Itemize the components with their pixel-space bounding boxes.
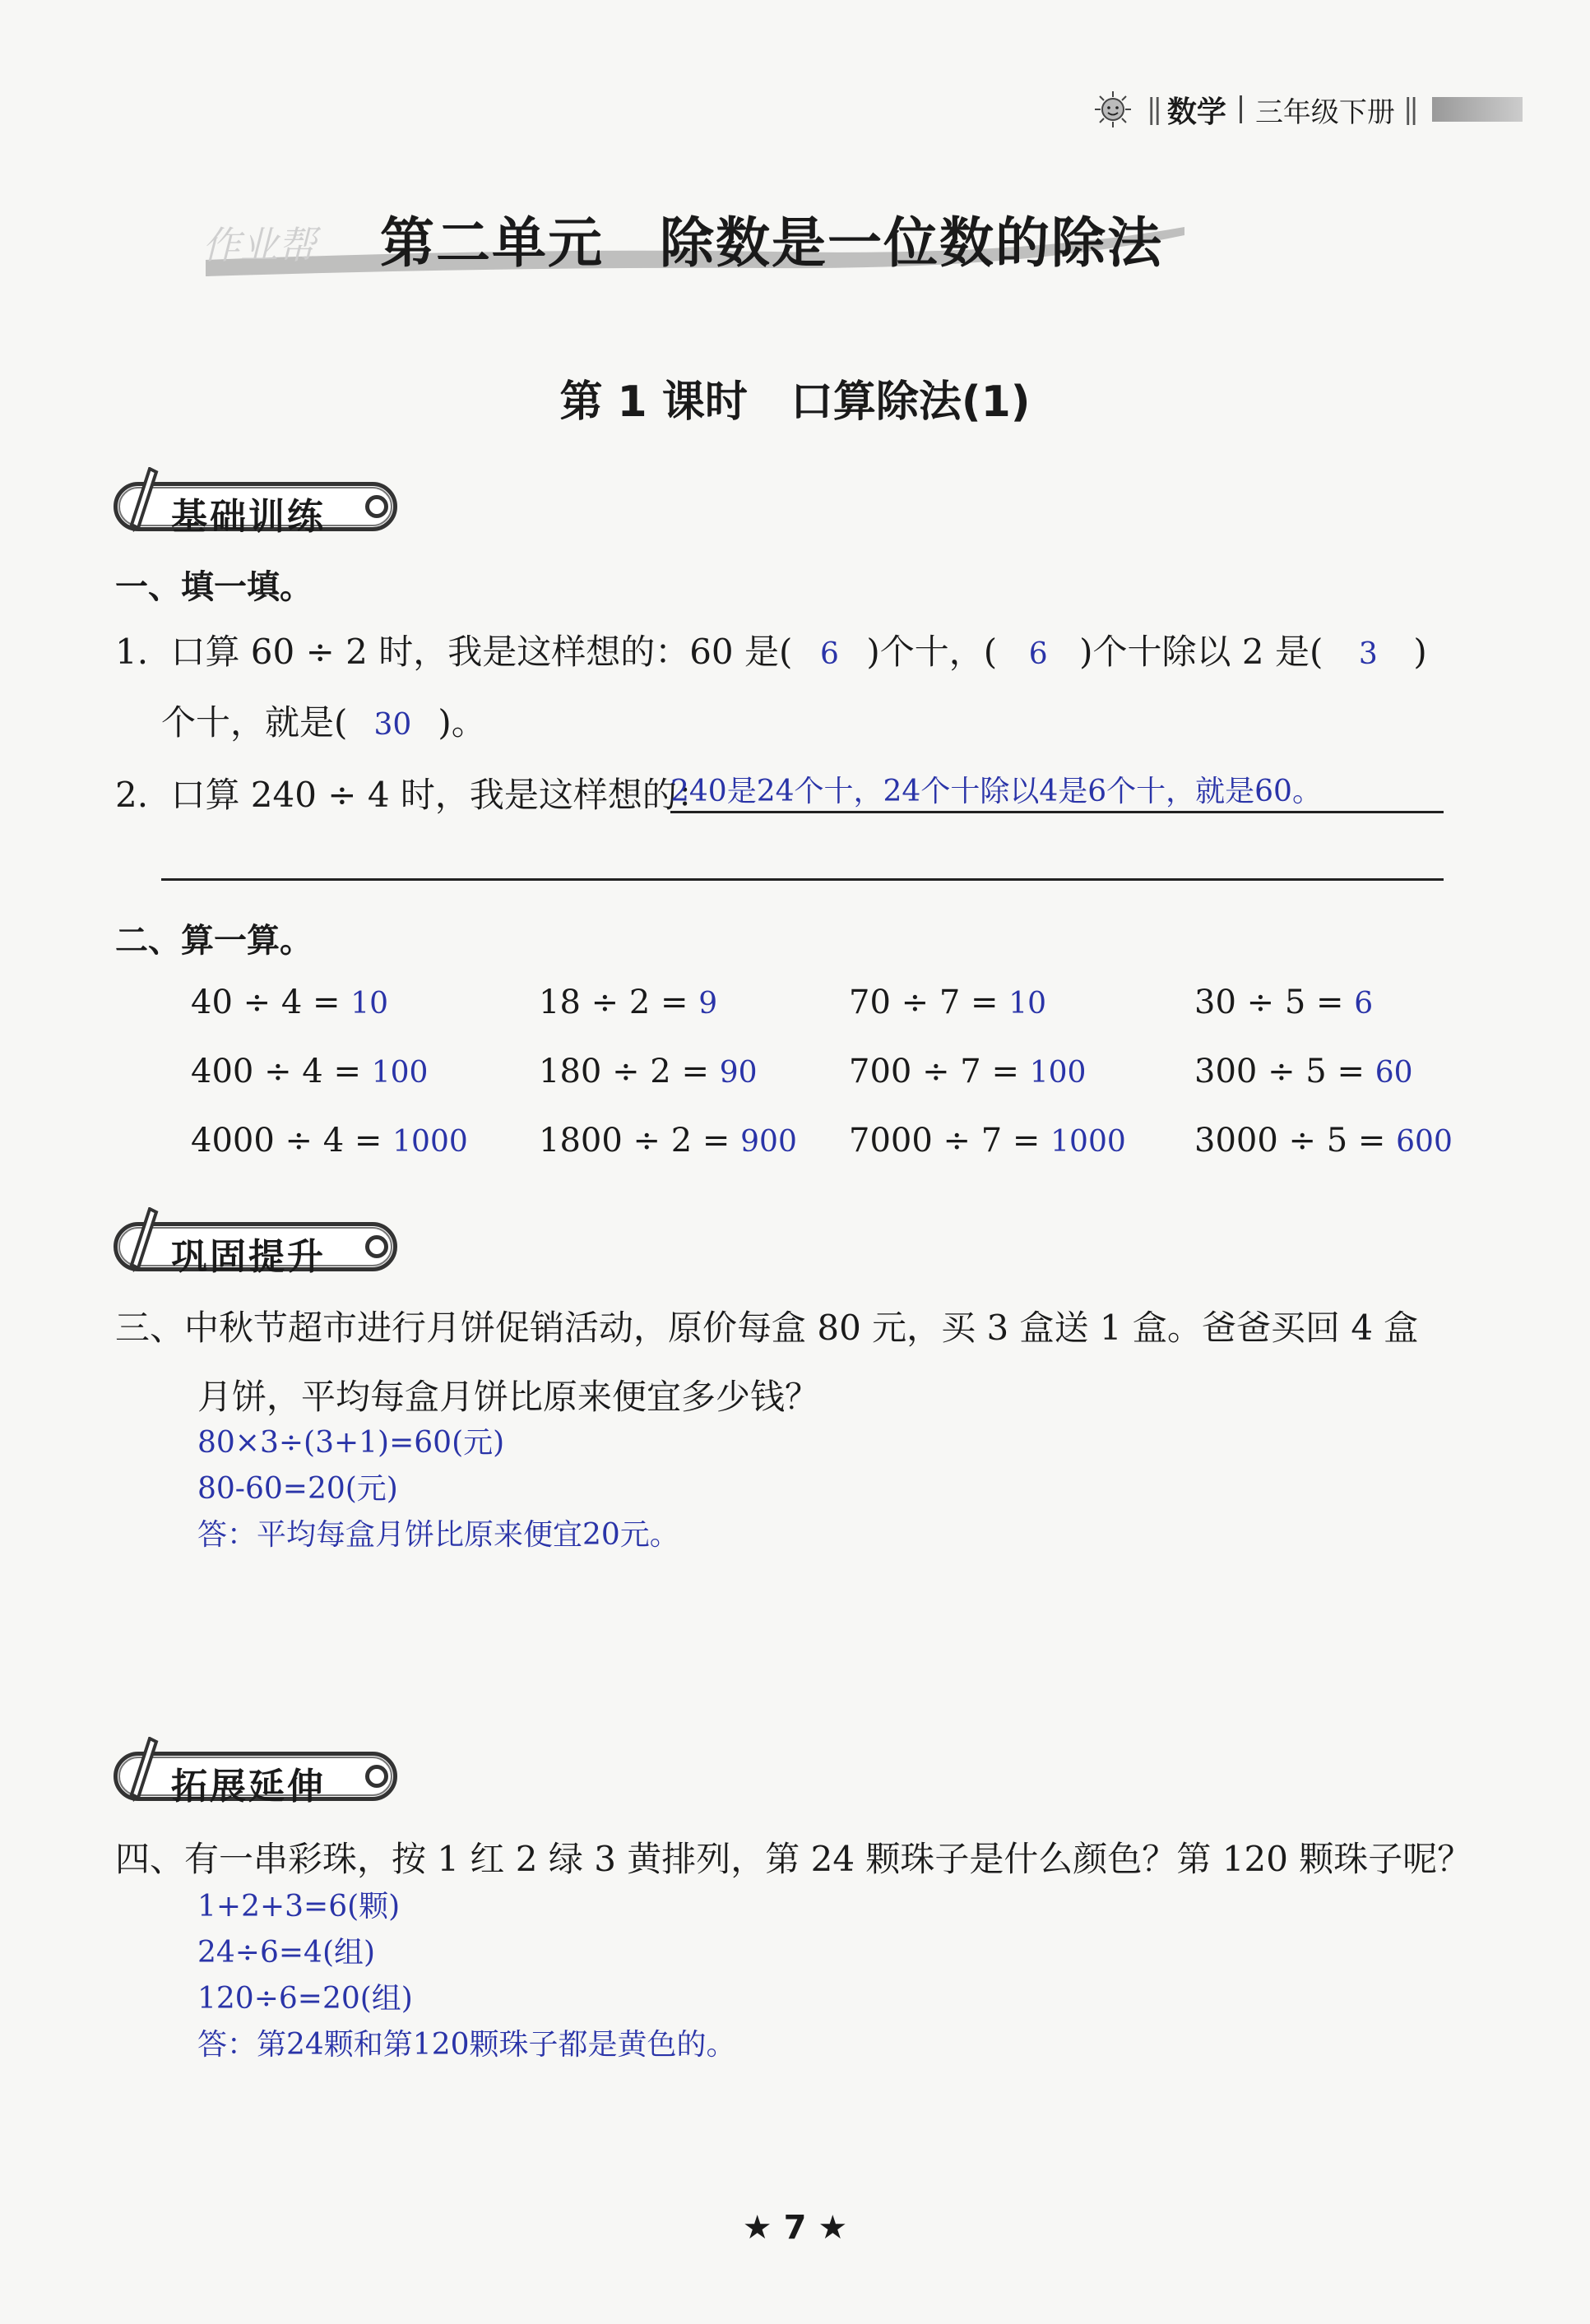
header-subject: 数学 <box>1166 95 1226 129</box>
work-line: 80×3÷(3+1)=60(元) <box>197 1426 505 1460</box>
header-separator <box>1240 95 1242 123</box>
section-label: 基础训练 <box>171 496 326 538</box>
question-heading: 二、算一算。 <box>115 922 313 960</box>
question-3: 三、中秋节超市进行月饼促销活动，原价每盒 80 元，买 3 盒送 1 盒。爸爸买回 4 盒 <box>115 1308 1419 1348</box>
answer-blank: 30 <box>373 708 412 742</box>
divider-bars: || <box>1147 93 1159 126</box>
header-gradient-bar <box>1432 97 1523 122</box>
work-line: 80-60=20(元) <box>197 1472 398 1506</box>
section-tag-consolidate <box>107 1207 403 1281</box>
ring-icon <box>365 1765 388 1788</box>
calc-item: 180 ÷ 2 = 90 <box>539 1053 758 1090</box>
page-number: ★ 7 ★ <box>742 2209 848 2247</box>
section-label: 拓展延伸 <box>171 1766 326 1808</box>
answer-line-2 <box>161 837 1444 881</box>
calc-item: 7000 ÷ 7 = 1000 <box>849 1122 1126 1160</box>
lesson-title: 第 1 课时 口算除法(1) <box>559 377 1031 427</box>
calc-item: 400 ÷ 4 = 100 <box>191 1053 429 1090</box>
question-1-cont: 个十，就是( 30 )。 <box>161 702 486 743</box>
question-3-cont: 月饼，平均每盒月饼比原来便宜多少钱？ <box>197 1377 820 1417</box>
section-tag-basic <box>107 467 403 541</box>
ring-icon <box>365 495 388 518</box>
work-line: 24÷6=4(组) <box>197 1936 376 1970</box>
answer-blank: 6 <box>819 637 839 671</box>
section-tag-extend <box>107 1737 403 1811</box>
question-4: 四、有一串彩珠，按 1 红 2 绿 3 黄排列，第 24 颗珠子是什么颜色？第 120 颗珠子呢？ <box>115 1839 1472 1879</box>
calc-item: 700 ÷ 7 = 100 <box>849 1053 1087 1090</box>
pencil-icon <box>127 1737 160 1803</box>
answer-blank: 3 <box>1358 637 1378 671</box>
divider-bars: || <box>1402 93 1416 126</box>
work-line: 1+2+3=6(颗) <box>197 1890 401 1924</box>
calc-item: 300 ÷ 5 = 60 <box>1194 1053 1413 1090</box>
ring-icon <box>365 1235 388 1258</box>
header-grade: 三年级下册 <box>1254 95 1395 129</box>
calc-item: 18 ÷ 2 = 9 <box>539 984 718 1021</box>
calc-item: 3000 ÷ 5 = 600 <box>1194 1122 1453 1160</box>
page-header <box>1094 89 1523 130</box>
calc-item: 40 ÷ 4 = 10 <box>191 984 389 1021</box>
pencil-icon <box>127 467 160 533</box>
question-2: 2. 口算 240 ÷ 4 时，我是这样想的： <box>115 775 712 815</box>
watermark: 作业帮 <box>202 223 316 267</box>
calc-item: 70 ÷ 7 = 10 <box>849 984 1047 1021</box>
calc-item: 4000 ÷ 4 = 1000 <box>191 1122 468 1160</box>
sun-icon <box>1094 90 1132 128</box>
answer-text: 240是24个十，24个十除以4是6个十，就是60。 <box>670 775 1322 808</box>
calc-item: 30 ÷ 5 = 6 <box>1194 984 1374 1021</box>
pencil-icon <box>127 1207 160 1273</box>
section-label: 巩固提升 <box>171 1236 326 1278</box>
question-heading: 一、填一填。 <box>115 568 313 606</box>
answer-blank: 6 <box>1028 637 1048 671</box>
unit-title: 第二单元 除数是一位数的除法 <box>380 211 1163 275</box>
calc-item: 1800 ÷ 2 = 900 <box>539 1122 797 1160</box>
answer-line: 答：平均每盒月饼比原来便宜20元。 <box>197 1518 679 1552</box>
work-line: 120÷6=20(组) <box>197 1982 413 2016</box>
question-1: 1. 口算 60 ÷ 2 时，我是这样想的：60 是( 6 )个十，( 6 )个十除以 2 是( 3 ) <box>115 632 1427 672</box>
answer-line: 答：第24颗和第120颗珠子都是黄色的。 <box>197 2028 736 2062</box>
answer-line <box>670 768 1444 813</box>
